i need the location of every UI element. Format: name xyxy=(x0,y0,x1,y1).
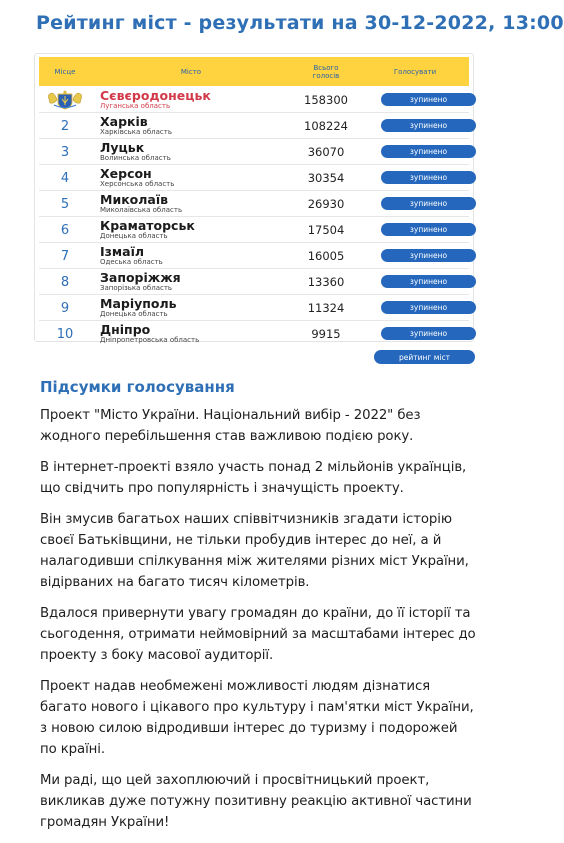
vote-stopped-button[interactable]: зупинено xyxy=(381,119,476,132)
votes-cell: 9915 xyxy=(311,327,341,341)
table-row xyxy=(39,321,469,347)
table-header xyxy=(39,57,469,86)
header-votes-line1: Всього xyxy=(313,63,339,72)
city-name[interactable]: Миколаїв xyxy=(100,192,169,207)
city-name[interactable]: Сєвєродонецьк xyxy=(100,88,211,103)
city-rating-button[interactable]: рейтинг міст xyxy=(374,350,475,364)
table-row xyxy=(39,243,469,269)
votes-cell: 36070 xyxy=(307,145,345,159)
votes-cell: 13360 xyxy=(307,275,345,289)
city-region: Миколаївська область xyxy=(100,206,183,214)
header-vote: Голосувати xyxy=(393,67,437,76)
city-name[interactable]: Запоріжжя xyxy=(100,270,181,285)
results-paragraph: В інтернет-проекті взяло участь понад 2 мільйонів українців, що свідчить про популярність і значущість проекту. xyxy=(40,460,467,496)
city-cell xyxy=(100,167,174,188)
city-name[interactable]: Краматорськ xyxy=(100,218,195,233)
city-cell xyxy=(100,245,163,266)
rank-cell: 9 xyxy=(60,300,70,316)
table-row xyxy=(39,113,469,139)
votes-cell: 158300 xyxy=(304,93,348,107)
rank-cell xyxy=(39,87,91,113)
city-region: Запорізька область xyxy=(100,284,173,292)
table-row xyxy=(39,269,469,295)
city-rating-table xyxy=(34,53,474,342)
results-heading: Підсумки голосування xyxy=(40,378,235,396)
vote-stopped-button[interactable]: зупинено xyxy=(381,171,476,184)
results-paragraph: Вдалося привернути увагу громадян до країни, до її історії та сьогодення, отримати неймовірний за масштабами інтерес до проекту з боку масової аудиторії. xyxy=(40,606,476,663)
city-region: Волинська область xyxy=(100,154,171,162)
city-region: Одеська область xyxy=(100,258,163,266)
rank-cell: 5 xyxy=(60,196,70,212)
table-row xyxy=(39,165,469,191)
city-region: Харківська область xyxy=(100,128,172,136)
vote-stopped-button[interactable]: зупинено xyxy=(381,249,476,262)
table-row xyxy=(39,139,469,165)
city-cell xyxy=(100,141,171,162)
city-name[interactable]: Маріуполь xyxy=(100,296,177,311)
results-paragraph: Ми раді, що цей захоплюючий і просвітницький проект, викликав дуже потужну позитивну реакцію активної частини громадян України! xyxy=(40,773,472,830)
city-name[interactable]: Дніпро xyxy=(100,322,151,337)
table-row xyxy=(39,191,469,217)
votes-cell: 30354 xyxy=(307,171,345,185)
results-paragraph: Проект "Місто України. Національний вибір - 2022" без жодного перебільшення став важливою подією року. xyxy=(40,408,421,444)
page-title: Рейтинг міст - результати на 30-12-2022, 13:00 xyxy=(36,12,564,34)
votes-cell: 26930 xyxy=(307,197,345,211)
votes-cell: 108224 xyxy=(304,119,348,133)
city-name[interactable]: Луцьк xyxy=(100,140,145,155)
votes-cell: 17504 xyxy=(307,223,345,237)
rank-cell: 8 xyxy=(60,274,70,290)
results-paragraph: Проект надав необмежені можливості людям дізнатися багато нового і цікавого про культуру і пам'ятки міст України, з новою силою відродивши інтерес до туризму і подорожей по країні. xyxy=(40,679,474,757)
coat-of-arms-icon xyxy=(45,90,85,110)
city-cell xyxy=(100,89,211,110)
table-row xyxy=(39,87,469,113)
city-cell xyxy=(100,193,182,214)
city-name[interactable]: Херсон xyxy=(100,166,152,181)
city-cell xyxy=(100,323,199,344)
table-body xyxy=(39,87,469,347)
city-region: Дніпропетровська область xyxy=(100,336,200,344)
city-region: Херсонська область xyxy=(100,180,175,188)
city-name[interactable]: Харків xyxy=(100,114,148,129)
vote-stopped-button[interactable]: зупинено xyxy=(381,223,476,236)
rank-cell: 10 xyxy=(56,326,74,342)
rank-cell: 7 xyxy=(60,248,70,264)
results-text xyxy=(40,405,478,843)
vote-stopped-button[interactable]: зупинено xyxy=(381,275,476,288)
city-cell xyxy=(100,115,172,136)
rank-cell: 6 xyxy=(60,222,70,238)
rank-cell: 4 xyxy=(60,170,70,186)
vote-stopped-button[interactable]: зупинено xyxy=(381,93,476,106)
city-cell xyxy=(100,219,195,240)
vote-stopped-button[interactable]: зупинено xyxy=(381,145,476,158)
city-cell xyxy=(100,297,177,318)
vote-stopped-button[interactable]: зупинено xyxy=(381,327,476,340)
header-votes xyxy=(291,57,361,86)
vote-stopped-button[interactable]: зупинено xyxy=(381,301,476,314)
rank-cell: 2 xyxy=(60,118,70,134)
table-row xyxy=(39,217,469,243)
city-region: Донецька область xyxy=(100,232,168,240)
city-region: Луганська область xyxy=(100,102,171,110)
city-region: Донецька область xyxy=(100,310,168,318)
header-city: Місто xyxy=(180,67,202,76)
votes-cell: 11324 xyxy=(307,301,345,315)
vote-stopped-button[interactable]: зупинено xyxy=(381,197,476,210)
header-votes-line2: голосів xyxy=(312,71,340,80)
results-paragraph: Він змусив багатьох наших співвітчизників згадати історію своєї Батьківщини, не тільки пробудив інтерес до неї, а й налагодивши спілкування між жителями різних міст України, відірваних на багато тисяч кілометрів. xyxy=(40,512,469,590)
city-cell xyxy=(100,271,181,292)
city-name[interactable]: Ізмаїл xyxy=(100,244,145,259)
rank-cell: 3 xyxy=(60,144,70,160)
votes-cell: 16005 xyxy=(307,249,345,263)
table-row xyxy=(39,295,469,321)
header-place: Місце xyxy=(54,67,76,76)
